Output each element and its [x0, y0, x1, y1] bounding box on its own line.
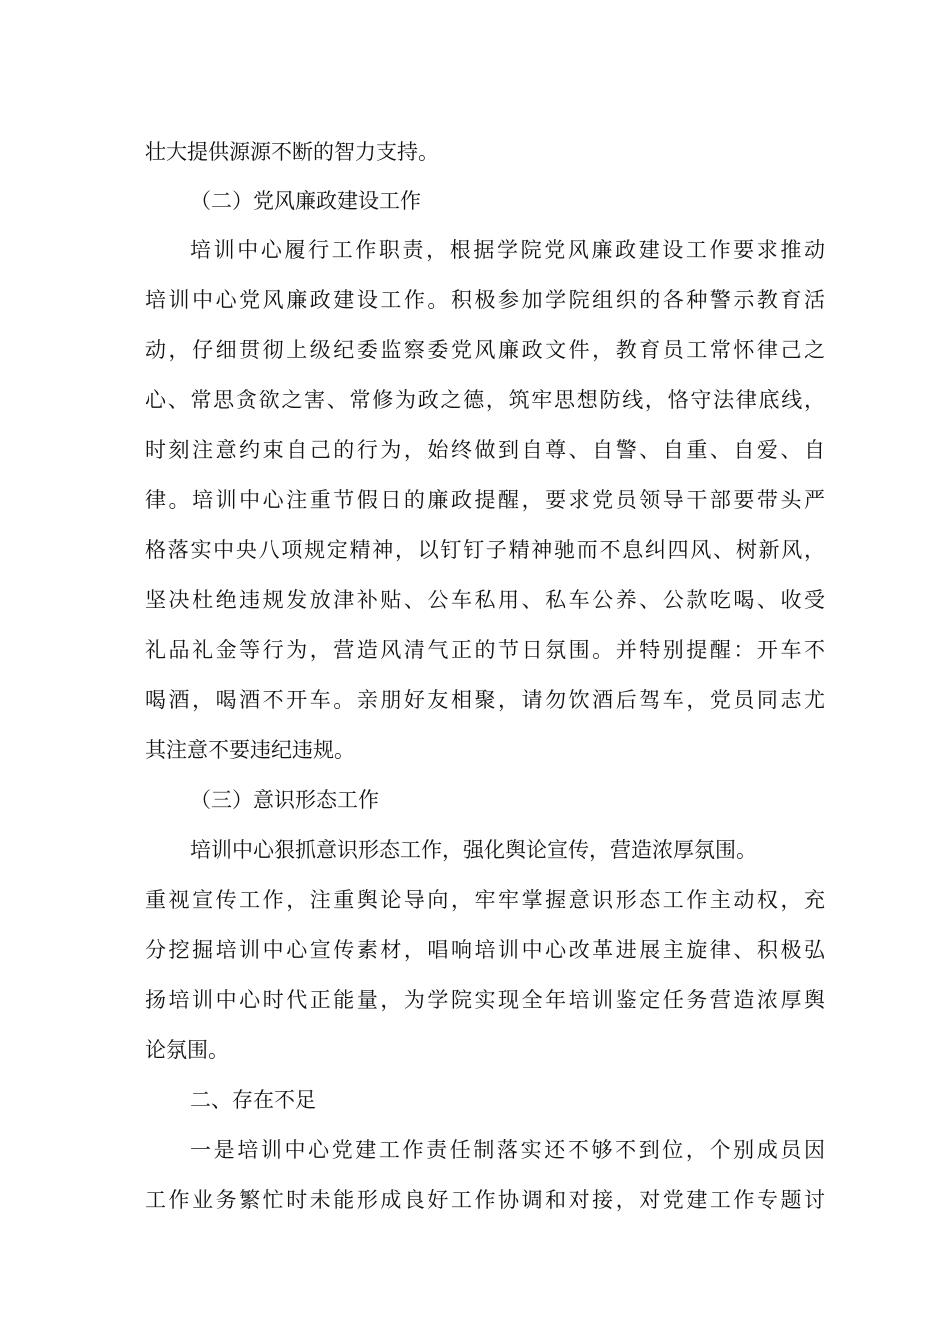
paragraph-line: 格落实中央八项规定精神，以钉钉子精神驰而不息纠四风、树新风，: [145, 538, 825, 562]
paragraph-line: 律。培训中心注重节假日的廉政提醒，要求党员领导干部要带头严: [145, 488, 825, 512]
section-heading-shortcomings: 二、存在不足: [190, 1088, 316, 1112]
paragraph-line: 礼品礼金等行为，营造风清气正的节日氛围。并特别提醒：开车不: [145, 638, 825, 662]
paragraph-line: 培训中心狠抓意识形态工作，强化舆论宣传，营造浓厚氛围。: [190, 838, 757, 862]
paragraph-line: 动，仔细贯彻上级纪委监察委党风廉政文件，教育员工常怀律己之: [145, 338, 825, 362]
paragraph-line: 时刻注意约束自己的行为，始终做到自尊、自警、自重、自爱、自: [145, 438, 825, 462]
paragraph-line: 论氛围。: [145, 1038, 229, 1062]
paragraph-line: 重视宣传工作，注重舆论导向，牢牢掌握意识形态工作主动权，充: [145, 888, 825, 912]
paragraph-line: 喝酒，喝酒不开车。亲朋好友相聚，请勿饮酒后驾车，党员同志尤: [145, 688, 825, 712]
section-heading-party-integrity: （二）党风廉政建设工作: [190, 189, 421, 213]
paragraph-line: 坚决杜绝违规发放津补贴、公车私用、私车公养、公款吃喝、收受: [145, 588, 825, 612]
paragraph-line: 分挖掘培训中心宣传素材，唱响培训中心改革进展主旋律、积极弘: [145, 938, 825, 962]
paragraph-line: 培训中心履行工作职责，根据学院党风廉政建设工作要求推动: [190, 238, 825, 262]
paragraph-line: 其注意不要违纪违规。: [145, 738, 355, 762]
section-heading-ideology: （三）意识形态工作: [190, 788, 379, 812]
paragraph-line: 一是培训中心党建工作责任制落实还不够不到位，个别成员因: [190, 1138, 825, 1162]
paragraph-line: 心、常思贪欲之害、常修为政之德，筑牢思想防线，恪守法律底线，: [145, 388, 825, 412]
paragraph-line: 培训中心党风廉政建设工作。积极参加学院组织的各种警示教育活: [145, 288, 825, 312]
paragraph-line: 壮大提供源源不断的智力支持。: [145, 140, 439, 164]
paragraph-line: 扬培训中心时代正能量，为学院实现全年培训鉴定任务营造浓厚舆: [145, 988, 825, 1012]
paragraph-line: 工作业务繁忙时未能形成良好工作协调和对接，对党建工作专题讨: [145, 1188, 825, 1212]
